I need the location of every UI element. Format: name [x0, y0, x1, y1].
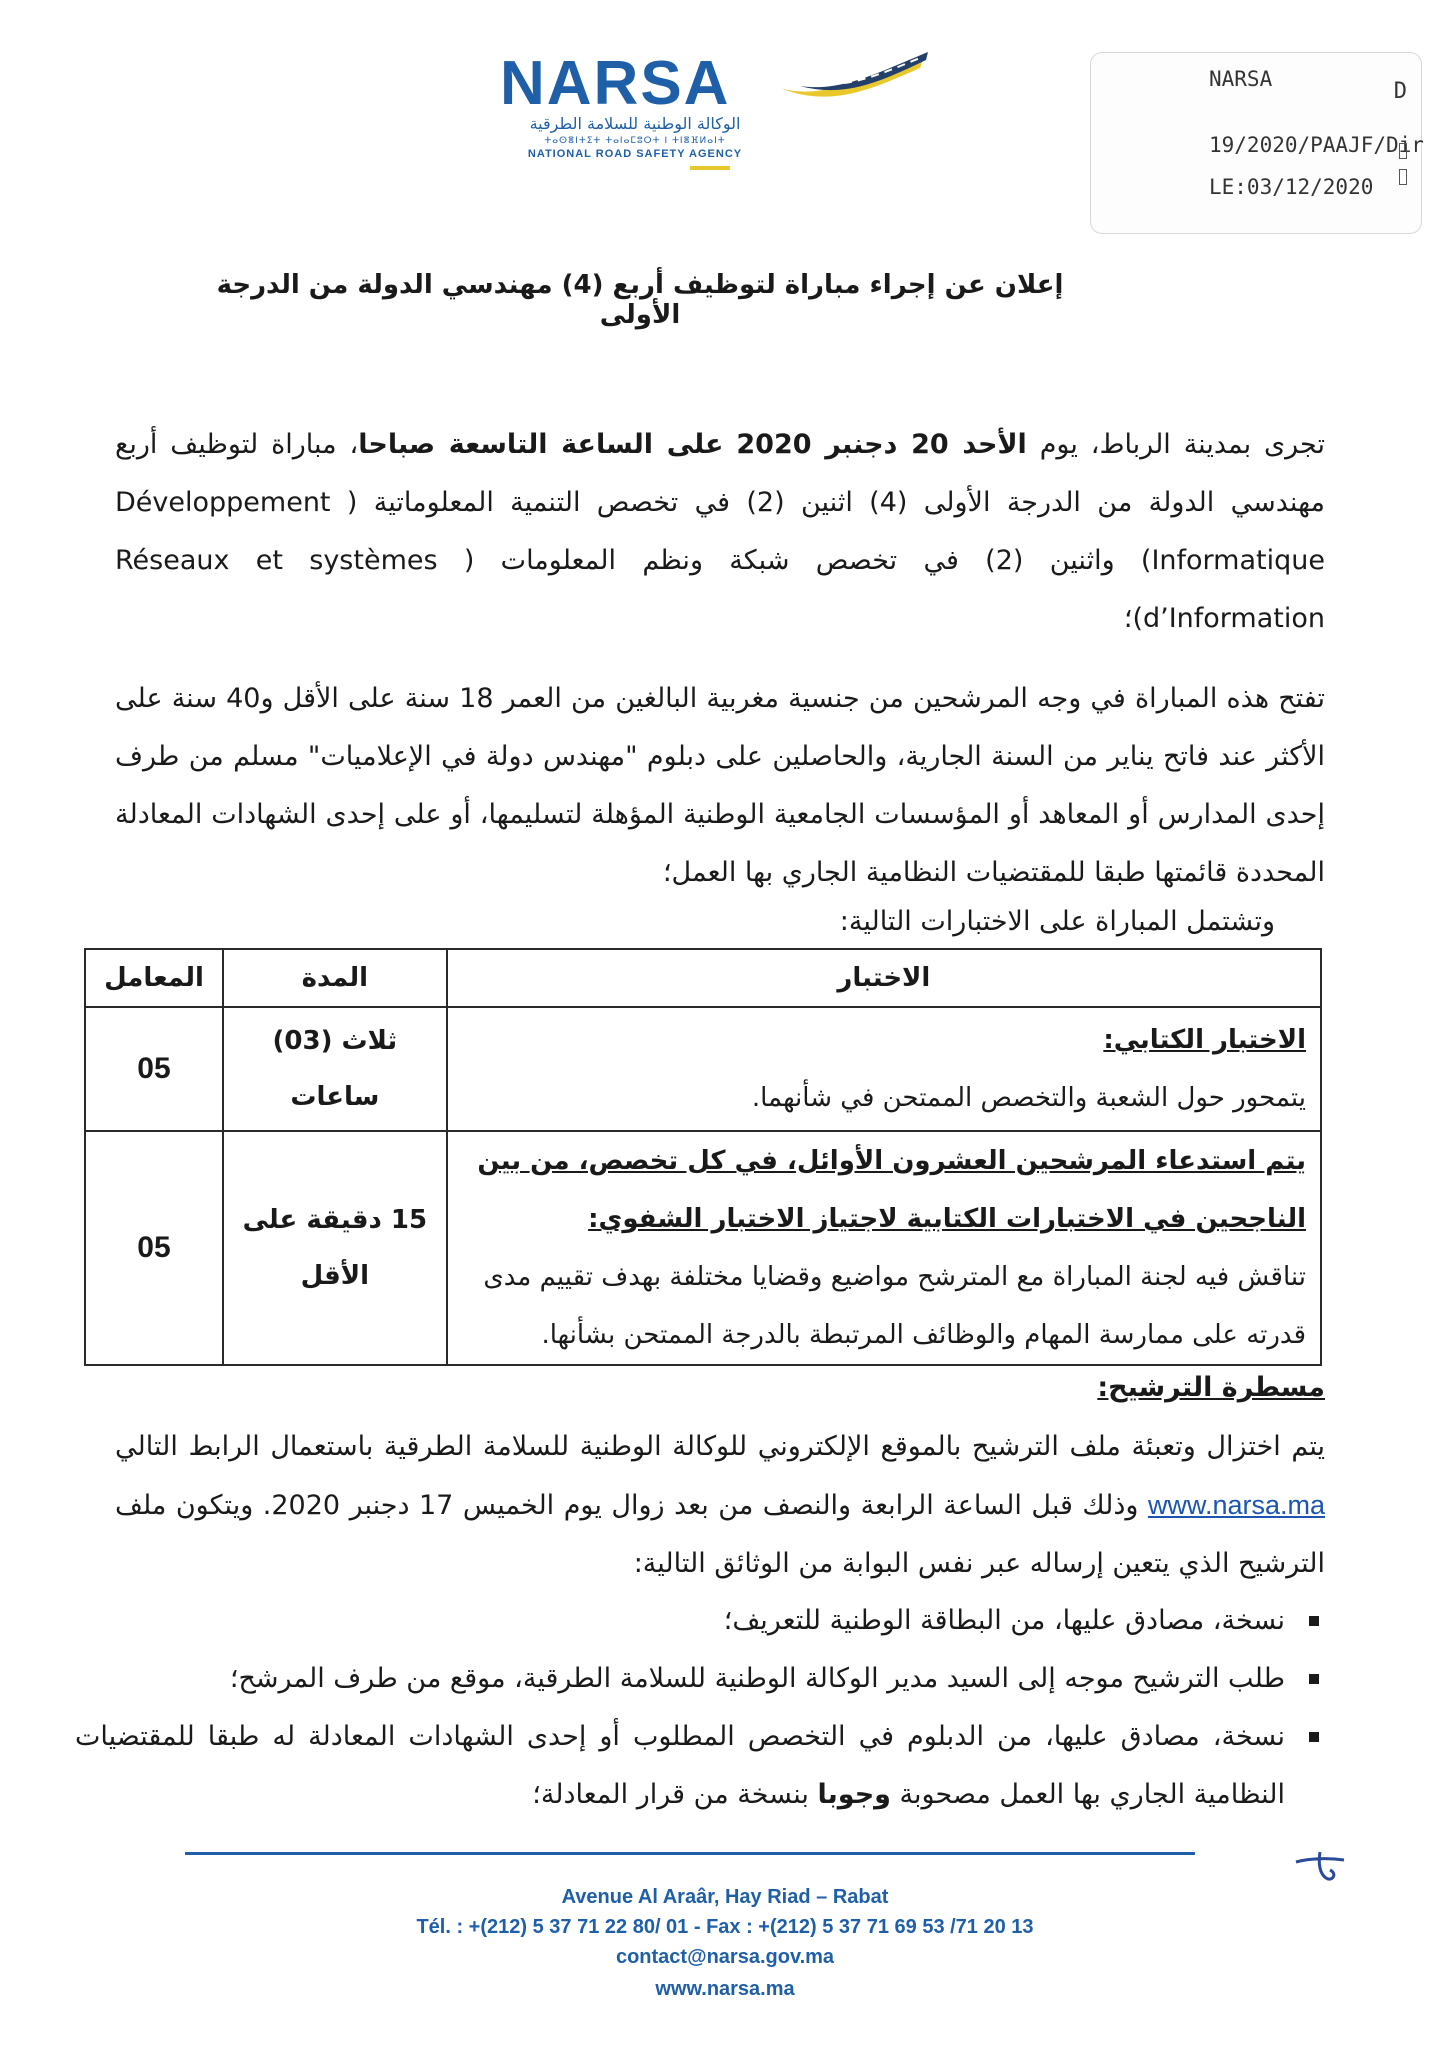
coefficient-cell: 05	[85, 1131, 223, 1365]
coefficient-cell: 05	[85, 1007, 223, 1131]
logo-arabic-name: الوكالة الوطنية للسلامة الطرقية	[529, 114, 741, 133]
stamp-org: NARSA	[1209, 67, 1273, 91]
narsa-logo	[490, 48, 940, 178]
stamp-letter: D	[1393, 79, 1407, 104]
logo-accent-bar	[690, 166, 730, 170]
procedure-heading: مسطرة الترشيح:	[1097, 1372, 1325, 1403]
intro-paragraph	[115, 416, 1325, 648]
written-test-heading: الاختبار الكتابي:	[1103, 1025, 1306, 1055]
footer-divider	[185, 1852, 1195, 1855]
oral-test-heading: يتم استدعاء المرشحين العشرون الأوائل، في كل تخصص، من بين الناجحين في الاختبارات الكتابية لاجتياز الاختبار الشفوي:	[477, 1146, 1306, 1234]
road-swoosh-icon	[770, 50, 930, 110]
header-duration: المدة	[223, 949, 447, 1007]
list-item	[75, 1708, 1325, 1824]
duration-cell: ثلاث (03) ساعات	[223, 1007, 447, 1131]
footer-email[interactable]: contact@narsa.gov.ma	[615, 1946, 835, 1968]
header-coefficient: المعامل	[85, 949, 223, 1007]
duration-cell: 15 دقيقة على الأقل	[223, 1131, 447, 1365]
table-row	[85, 1007, 1321, 1131]
stamp-mark	[1399, 143, 1407, 159]
table-header-row	[85, 949, 1321, 1007]
exam-date: الأحد 20 دجنبر 2020	[736, 429, 1027, 460]
oral-test-description: تناقش فيه لجنة المباراة مع المترشح مواضيع وقضايا مختلفة بهدف تقييم مدى قدرته على ممارسة المهام والوظائف المرتبطة بالدرجة الممتحن بشأنها.	[483, 1262, 1306, 1350]
eligibility-paragraph: تفتح هذه المباراة في وجه المرشحين من جنسية مغربية البالغين من العمر 18 سنة على الأقل و40 سنة على الأكثر عند فاتح يناير من السنة الجارية، والحاصلين على دبلوم "مهندس دولة في الإعلاميات" مسلم من طرف إحدى المدارس أو المعاهد أو المؤسسات الجامعية الوطنية المؤهلة لتسليمها، أو على إحدى الشهادات المعادلة المحددة قائمتها طبقا للمقتضيات النظامية الجاري بها العمل؛	[115, 683, 1325, 888]
logo-english-name: NATIONAL ROAD SAFETY AGENCY	[527, 148, 743, 160]
exam-time: على الساعة التاسعة صباحا	[358, 429, 724, 460]
intro-text: ، مباراة لتوظيف أربع مهندسي الدولة من الدرجة الأولى (4) اثنين (2) في تخصص التنمية المعلوماتية ( Développement Informatique) واثنين (2) في تخصص شبكة ونظم المعلومات ( Réseaux et systèmes d’Information)؛	[115, 429, 1325, 634]
procedure-text: يتم اختزال وتعبئة ملف الترشيح بالموقع الإلكتروني للوكالة الوطنية للسلامة الطرقية باستعمال الرابط التالي	[115, 1431, 1325, 1462]
list-item: نسخة، مصادق عليها، من البطاقة الوطنية للتعريف؛	[75, 1592, 1325, 1650]
list-item-text: نسخة، مصادق عليها، من الدبلوم في التخصص المطلوب أو إحدى الشهادات المعادلة له طبقا للمقتضيات النظامية الجاري بها العمل مصحوبة	[75, 1721, 1285, 1810]
list-item-emphasis: وجوبا	[817, 1779, 891, 1810]
logo-name: NARSA	[500, 49, 731, 118]
test-cell	[447, 1131, 1321, 1365]
footer-website[interactable]: www.narsa.ma	[655, 1978, 795, 2000]
footer-address: Avenue Al Araâr, Hay Riad – Rabat	[561, 1886, 889, 1908]
initials-signature-icon	[1290, 1848, 1350, 1888]
documents-list	[75, 1592, 1325, 1824]
stamp-reference: 19/2020/PAAJF/Dir	[1209, 133, 1424, 157]
tests-intro: وتشتمل المباراة على الاختبارات التالية:	[839, 906, 1275, 937]
table-row	[85, 1131, 1321, 1365]
procedure-text: وذلك قبل الساعة الرابعة والنصف من بعد زوال يوم الخميس 17 دجنبر 2020. ويتكون ملف الترشيح الذي يتعين إرساله عبر نفس البوابة من الوثائق التالية:	[115, 1490, 1325, 1579]
narsa-website-link[interactable]: www.narsa.ma	[1147, 1490, 1325, 1520]
stamp-date: LE:03/12/2020	[1209, 175, 1374, 199]
logo-tifinagh-name: ⵜⴰⵙⴻⵏⵜⵉⵜ ⵜⴰⵏⴰⵎⵓⵔⵜ ⵏ ⵜⵏⴻⴼⵍⴰⵏⵜ	[544, 136, 726, 146]
list-item-text: بنسخة من قرار المعادلة؛	[532, 1779, 818, 1810]
stamp-mark	[1399, 169, 1407, 185]
intro-text: تجرى بمدينة الرباط، يوم	[1026, 429, 1325, 460]
announcement-title: إعلان عن إجراء مباراة لتوظيف أربع (4) مهندسي الدولة من الدرجة الأولى	[216, 270, 1064, 330]
footer-phone-fax: Tél. : +(212) 5 37 71 22 80/ 01 - Fax : +(212) 5 37 71 69 53 /71 20 13	[416, 1916, 1034, 1938]
reception-stamp	[1090, 52, 1422, 234]
intro-text	[724, 429, 737, 460]
test-cell	[447, 1007, 1321, 1131]
list-item: طلب الترشيح موجه إلى السيد مدير الوكالة الوطنية للسلامة الطرقية، موقع من طرف المرشح؛	[75, 1650, 1325, 1708]
written-test-description: يتمحور حول الشعبة والتخصص الممتحن في شأنهما.	[751, 1083, 1306, 1113]
tests-table	[84, 948, 1322, 1366]
header-test: الاختبار	[447, 949, 1321, 1007]
procedure-paragraph	[115, 1418, 1325, 1593]
